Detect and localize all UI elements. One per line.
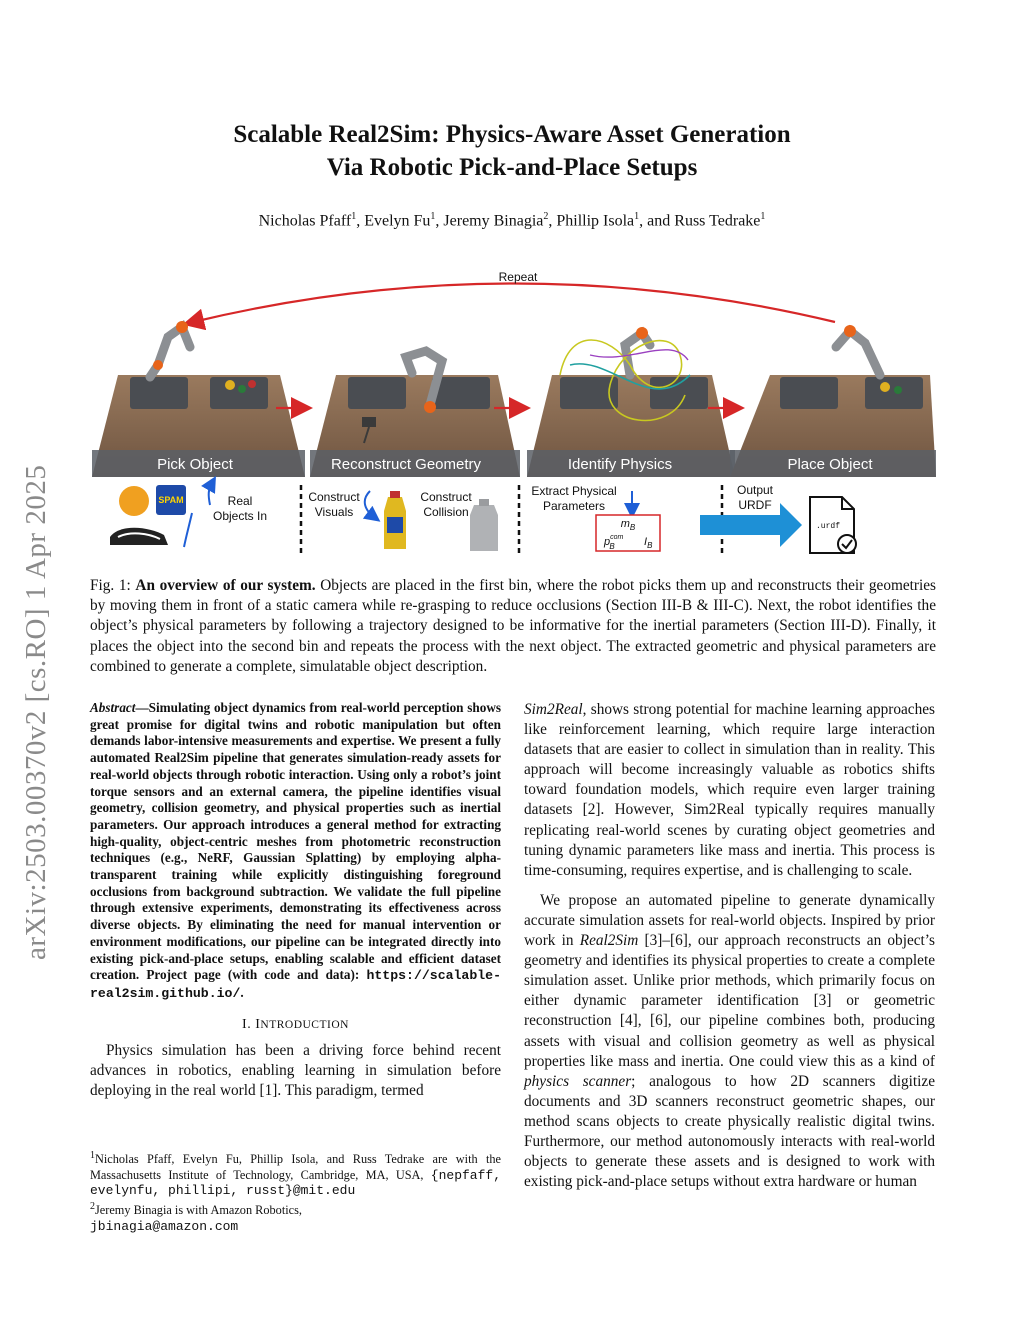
- panel-label-identify-physics: Identify Physics: [567, 456, 673, 473]
- footnote-1-mark: 1: [90, 1150, 95, 1161]
- figure-overview: [90, 265, 938, 565]
- construct-geometry-group: [308, 490, 498, 551]
- right-column: [524, 700, 935, 1192]
- com-subscript: B: [609, 542, 615, 551]
- right-paragraph-2: [524, 891, 935, 1192]
- panel-place-object: [730, 325, 936, 477]
- author-name: Nicholas Pfaff: [258, 212, 352, 230]
- inertia-subscript: B: [647, 541, 653, 550]
- right-paragraph-1-text: , shows strong potential for machine learning approaches like reinforcement learning, which require large interaction datasets that are easier to collect in simulation than in reality. This approach will become increasingly valuable as robotics shifts toward foundation models, which require even larger training datasets [2]. However, Sim2Real typically requires manually replicating real-world scenes by curating object geometries and tuning dynamic parameters like mass and inertia. This process is time-consuming, requires expertise, and is challenging to scale.: [524, 701, 935, 879]
- author-separator: ,: [356, 212, 365, 230]
- project-page-link[interactable]: https://scalable-real2sim.github.io/: [90, 968, 502, 1001]
- section-cap: I: [255, 1016, 261, 1032]
- panel-identify-physics: [527, 327, 735, 477]
- figure-caption: [90, 576, 936, 677]
- footnote-2-mark: 2: [90, 1200, 95, 1212]
- extract-params-line-1: Extract Physical: [531, 484, 617, 498]
- abstract-label: Abstract: [90, 700, 136, 715]
- author-and: and: [647, 212, 675, 230]
- author-affiliation: 2: [543, 211, 549, 222]
- output-urdf-group: [700, 483, 856, 553]
- output-urdf-line-2: URDF: [738, 498, 772, 512]
- section-heading-introduction: [90, 1017, 501, 1033]
- author-affiliation: 1: [760, 211, 766, 222]
- abstract-text: Simulating object dynamics from real-world perception shows great promise for digital twins and robotic manipulation but often demands labor-intensive measurements and expertise. We present a fully automated Real2Sim pipeline that generates simulation-ready assets for real-world objects through robotic interaction. Using only a robot’s joint torque sensors and an external camera, the pipeline identifies visual geometry, collision geometry, and physical properties such as inertial parameters. Our approach introduces a general method for extracting high-quality, object-centric meshes from photometric reconstruction techniques (e.g., NeRF, Gaussian Splatting) by employing alpha-transparent training while explicitly distinguishing foreground occlusions from background subtraction. We validate the full pipeline through extensive experiments, demonstrating its effectiveness across diverse objects. By eliminating the need for manual intervention or environment modifications, our pipeline can be integrated directly into existing pick-and-place setups, enabling scalable and efficient dataset creation. Project page (with code and data):: [90, 700, 501, 983]
- author-affiliation: 1: [430, 211, 436, 222]
- construct-visuals-line-1: Construct: [308, 490, 360, 504]
- right-paragraph-2-a: We propose an automated pipeline to generate dynamically accurate simulation assets for real-world objects. Inspired by prior work in: [524, 891, 935, 950]
- left-column: [90, 700, 501, 1101]
- panel-label-place-object: Place Object: [787, 456, 873, 473]
- footnote-2-email: jbinagia@amazon.com: [90, 1218, 239, 1234]
- section-numeral: I.: [242, 1016, 256, 1032]
- author-separator: ,: [639, 212, 648, 230]
- author-separator: ,: [435, 212, 444, 230]
- construct-collision-line-1: Construct: [420, 490, 472, 504]
- construct-collision-line-2: Collision: [423, 505, 469, 519]
- panel-reconstruct-geometry: [310, 351, 520, 477]
- author-affiliation: 1: [351, 211, 357, 222]
- panel-label-pick-object: Pick Object: [157, 456, 233, 473]
- real-objects-group: [110, 483, 267, 547]
- output-urdf-line-1: Output: [736, 483, 774, 497]
- abstract-dash: —: [135, 700, 149, 715]
- repeat-label: Repeat: [498, 270, 538, 284]
- paper-title: [150, 118, 874, 184]
- arxiv-sidebar-id: arXiv:2503.00370v2 [cs.RO] 1 Apr 2025: [20, 464, 52, 960]
- panel-pick-object: [92, 321, 305, 477]
- figure-overview-graphic: [90, 265, 938, 565]
- spam-can-label: SPAM: [158, 495, 184, 505]
- right-paragraph-1: [524, 700, 935, 881]
- caption-text: Objects are placed in the first bin, where the robot picks them up and reconstructs their geometries by moving them in front of a static camera while re-grasping to reduce occlusions (Section III-B & III-C). Next, the robot identifies the object’s physical parameters by following a trajectory designed to be informative for the inertial parameters (Section III-D). Finally, it places the object into the second bin and repeats the process with the next object. The extracted geometric and physical parameters are combined to generate a complete, simulatable object description.: [90, 577, 936, 675]
- panel-label-reconstruct-geometry: Reconstruct Geometry: [330, 456, 482, 473]
- right-paragraph-2-b: [3]–[6], our approach reconstructs an object’s geometry and identifies its physical properties to create a complete simulation asset. Unlike prior methods, which primarily focus on either dynamic parameter identification [3] or geometric reconstruction [4], [6], our pipeline combines both, producing assets with visual and collision geometry as well as physical properties like mass and inertia. One could view this as a kind of: [524, 932, 935, 1070]
- extract-params-line-2: Parameters: [542, 499, 606, 513]
- footnote-2: [90, 1199, 501, 1234]
- intro-paragraph-1: Physics simulation has been a driving force behind recent advances in robotics, enabling learning in simulation before deploying in the real world [1]. This paradigm, termed: [90, 1041, 501, 1099]
- repeat-arrow: [193, 284, 835, 323]
- author-separator: ,: [548, 212, 557, 230]
- author-name: Russ Tedrake: [674, 212, 761, 230]
- footnote-2-text: Jeremy Binagia is with Amazon Robotics,: [95, 1202, 302, 1217]
- urdf-file-label: .urdf: [815, 522, 841, 531]
- title-line-2: Via Robotic Pick-and-Place Setups: [326, 154, 698, 181]
- title-line-1: Scalable Real2Sim: Physics-Aware Asset Generation: [233, 121, 791, 148]
- author-name: Phillip Isola: [556, 212, 635, 230]
- real2sim-term: Real2Sim: [579, 932, 639, 950]
- caption-bold: An overview of our system.: [135, 577, 316, 594]
- author-name: Jeremy Binagia: [443, 212, 544, 230]
- abstract-end: .: [240, 984, 244, 1000]
- caption-label: Fig. 1:: [90, 577, 131, 594]
- footnote-1: [90, 1148, 501, 1199]
- right-paragraph-2-c: ; analogous to how 2D scanners digitize documents and 3D scanners reconstruct geometric shapes, our method scans objects to create physically realistic digital twins. Furthermore, our method autonomously interacts with real-world objects to generate these assets and is designed to work with existing pick-and-place setups without extra hardware or human: [524, 1072, 935, 1191]
- section-rest: NTRODUCTION: [260, 1018, 349, 1031]
- inertia-symbol: I: [644, 536, 648, 548]
- real-objects-in-line-1: Real: [227, 494, 253, 508]
- author-list: [150, 211, 874, 230]
- construct-visuals-line-2: Visuals: [314, 505, 354, 519]
- footnote-1-text: Nicholas Pfaff, Evelyn Fu, Phillip Isola, and Russ Tedrake are with the Massachusetts Institute of Technology, Cambridge, MA, USA,: [90, 1152, 501, 1182]
- com-symbol: p: [604, 536, 611, 548]
- extract-parameters-group: [531, 484, 660, 551]
- mass-symbol: m: [620, 518, 630, 530]
- footnote-1-emails: {nepfaff, evelynfu, phillipi, russt}@mit.edu: [90, 1167, 502, 1199]
- real-objects-in-line-2: Objects In: [212, 509, 268, 523]
- footnotes: [90, 1148, 501, 1234]
- abstract: [90, 700, 501, 1003]
- mass-subscript: B: [629, 523, 636, 532]
- com-superscript: com: [610, 534, 624, 541]
- sim2real-term: Sim2Real: [524, 701, 583, 718]
- author-name: Evelyn Fu: [364, 212, 431, 230]
- physics-scanner-term: physics scanner: [524, 1072, 632, 1090]
- author-affiliation: 1: [634, 211, 640, 222]
